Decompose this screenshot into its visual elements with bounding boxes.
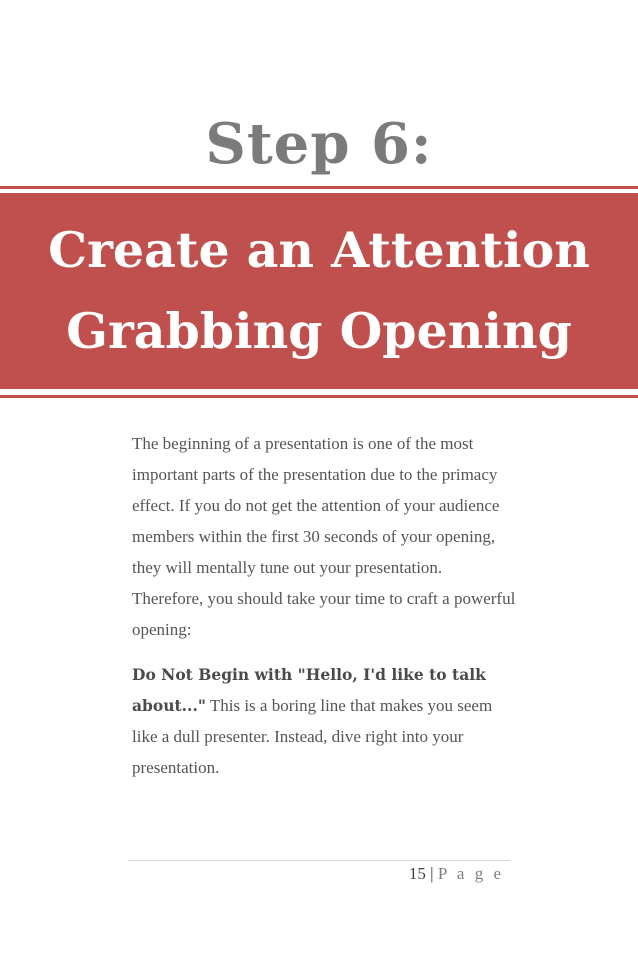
tip-heading: Do Not Begin with "Hello, I'd like to talk about...": [132, 665, 486, 715]
banner-top-rule: [0, 186, 638, 189]
paragraph-intro: The beginning of a presentation is one of the most important parts of the presentation due to the primacy effect. If you do not get the attention of your audience members within the first 30 seconds of your opening, they will mentally tune out your presentation. Therefore, you should take your time to craft a powerful opening:: [132, 434, 516, 639]
banner-bottom-rule: [0, 395, 638, 398]
footer-rule: [128, 860, 510, 861]
paragraph-tip: [132, 659, 517, 783]
step-heading: Step 6:: [205, 111, 433, 177]
body-text: [132, 428, 517, 783]
page-number: 15: [408, 864, 426, 883]
page-label: P a g e: [437, 864, 504, 883]
title-banner: [0, 193, 638, 389]
page-footer: [409, 864, 504, 884]
page-separator: |: [425, 864, 438, 883]
chapter-title-line-1: Create an Attention: [48, 221, 590, 279]
tip-text: This is a boring line that makes you seem like a dull presenter. Instead, dive right into your presentation.: [132, 696, 493, 777]
chapter-title-line-2: Grabbing Opening: [66, 302, 572, 360]
